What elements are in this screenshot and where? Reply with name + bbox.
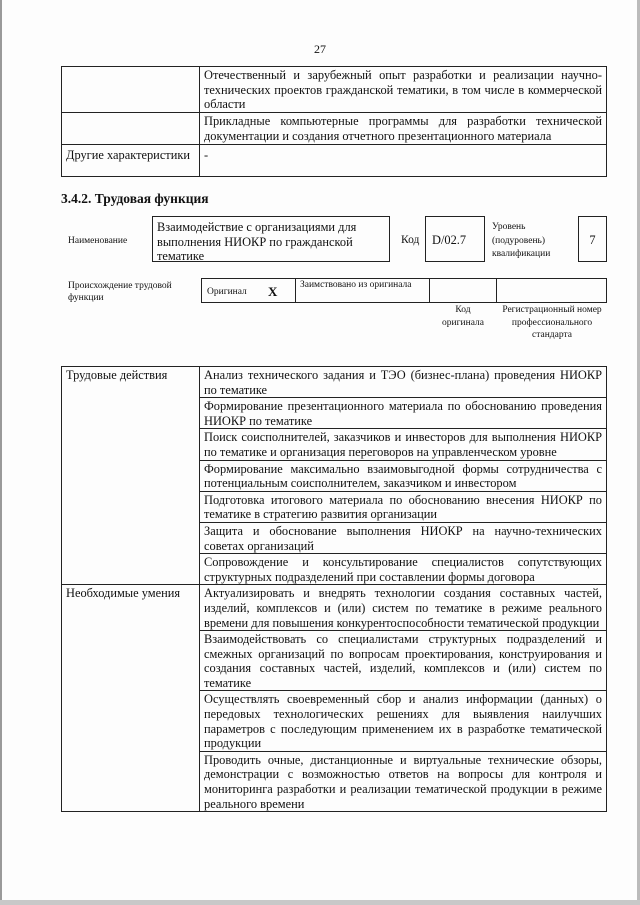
table-row [62, 145, 607, 177]
code-label: Код [401, 234, 420, 246]
section-title: 3.4.2. Трудовая функция [61, 191, 209, 206]
reg-number-caption: Регистрационный номер профессионального стандарта [502, 305, 602, 340]
original-label: Оригинал [207, 287, 247, 297]
code-value-box: D/02.7 [425, 216, 485, 262]
labor-action-item: Защита и обоснование выполнения НИОКР на научно-технических советах организаций [200, 522, 607, 553]
labor-function-table [61, 366, 607, 812]
borrowed-cell: Заимствовано из оригинала [295, 278, 430, 303]
labor-action-item: Формирование максимально взаимовыгодной формы сотрудничества с потенциальным соисполнителем, заказчиком и инвестором [200, 460, 607, 491]
knowledge-table-continuation [61, 66, 607, 177]
qualification-level-label: Уровень (подуровень) квалификации [492, 222, 551, 259]
labor-action-item: Формирование презентационного материала по обоснованию проведения НИОКР по тематике [200, 398, 607, 429]
row-text-cell: Отечественный и зарубежный опыт разработки и реализации научно-технических проектов гражданской тематики, в том числе в коммерческой области [200, 67, 607, 113]
group-label-labor-actions: Трудовые действия [62, 367, 200, 585]
original-code-cell [429, 278, 497, 303]
labor-action-item: Анализ технического задания и ТЭО (бизнес-плана) проведения НИОКР по тематике [200, 367, 607, 398]
required-skill-item: Осуществлять своевременный сбор и анализ информации (данных) о передовых технологических решениях для выявления наилучших параметров с последующим применением их в разработке тематической продукции [200, 691, 607, 751]
name-label: Наименование [68, 236, 128, 246]
table-row [62, 113, 607, 145]
other-characteristics-value: - [200, 145, 607, 177]
row-label-cell [62, 113, 200, 145]
labor-action-item: Поиск соисполнителей, заказчиков и инвесторов для выполнения НИОКР по тематике и организация переговоров на управленческом уровне [200, 429, 607, 460]
original-mark: X [268, 284, 278, 299]
function-name-box: Взаимодействие с организациями для выполнения НИОКР по гражданской тематике [152, 216, 390, 262]
labor-action-item: Сопровождение и консультирование специалистов сопутствующих структурных подразделений при составлении формы договора [200, 554, 607, 585]
group-label-required-skills: Необходимые умения [62, 585, 200, 812]
page-edge-bottom [0, 900, 640, 905]
other-characteristics-label: Другие характеристики [62, 145, 200, 177]
required-skill-item: Взаимодействовать со специалистами структурных подразделений и смежных организаций по вопросам проектирования, конструирования и создания составных частей, изделий, комплексов и (или) систем по тематике [200, 631, 607, 691]
table-row [62, 585, 607, 631]
reg-number-cell [496, 278, 607, 303]
required-skill-item: Проводить очные, дистанционные и виртуальные технические обзоры, демонстрации с возможностью ответов на вопросы для контроля и мониторинга разработки и реализации тематической продукции в режиме реального времени [200, 751, 607, 811]
table-row [62, 67, 607, 113]
original-code-caption: Код оригинала [442, 305, 484, 328]
table-row [62, 367, 607, 398]
qualification-level-box: 7 [578, 216, 607, 262]
labor-action-item: Подготовка итогового материала по обоснованию внесения НИОКР по тематике в стратегию развития организации [200, 491, 607, 522]
required-skill-item: Актуализировать и внедрять технологии создания составных частей, изделий, комплексов и (или) систем по тематике в режиме реального времени для повышения конкурентоспособности тематической продукции [200, 585, 607, 631]
origin-label: Происхождение трудовой функции [68, 281, 172, 303]
page-edge-left [0, 0, 2, 905]
page-number: 27 [314, 42, 326, 56]
original-cell [201, 278, 296, 303]
row-text-cell: Прикладные компьютерные программы для разработки технической документации и создания отчетного презентационного материала [200, 113, 607, 145]
row-label-cell [62, 67, 200, 113]
